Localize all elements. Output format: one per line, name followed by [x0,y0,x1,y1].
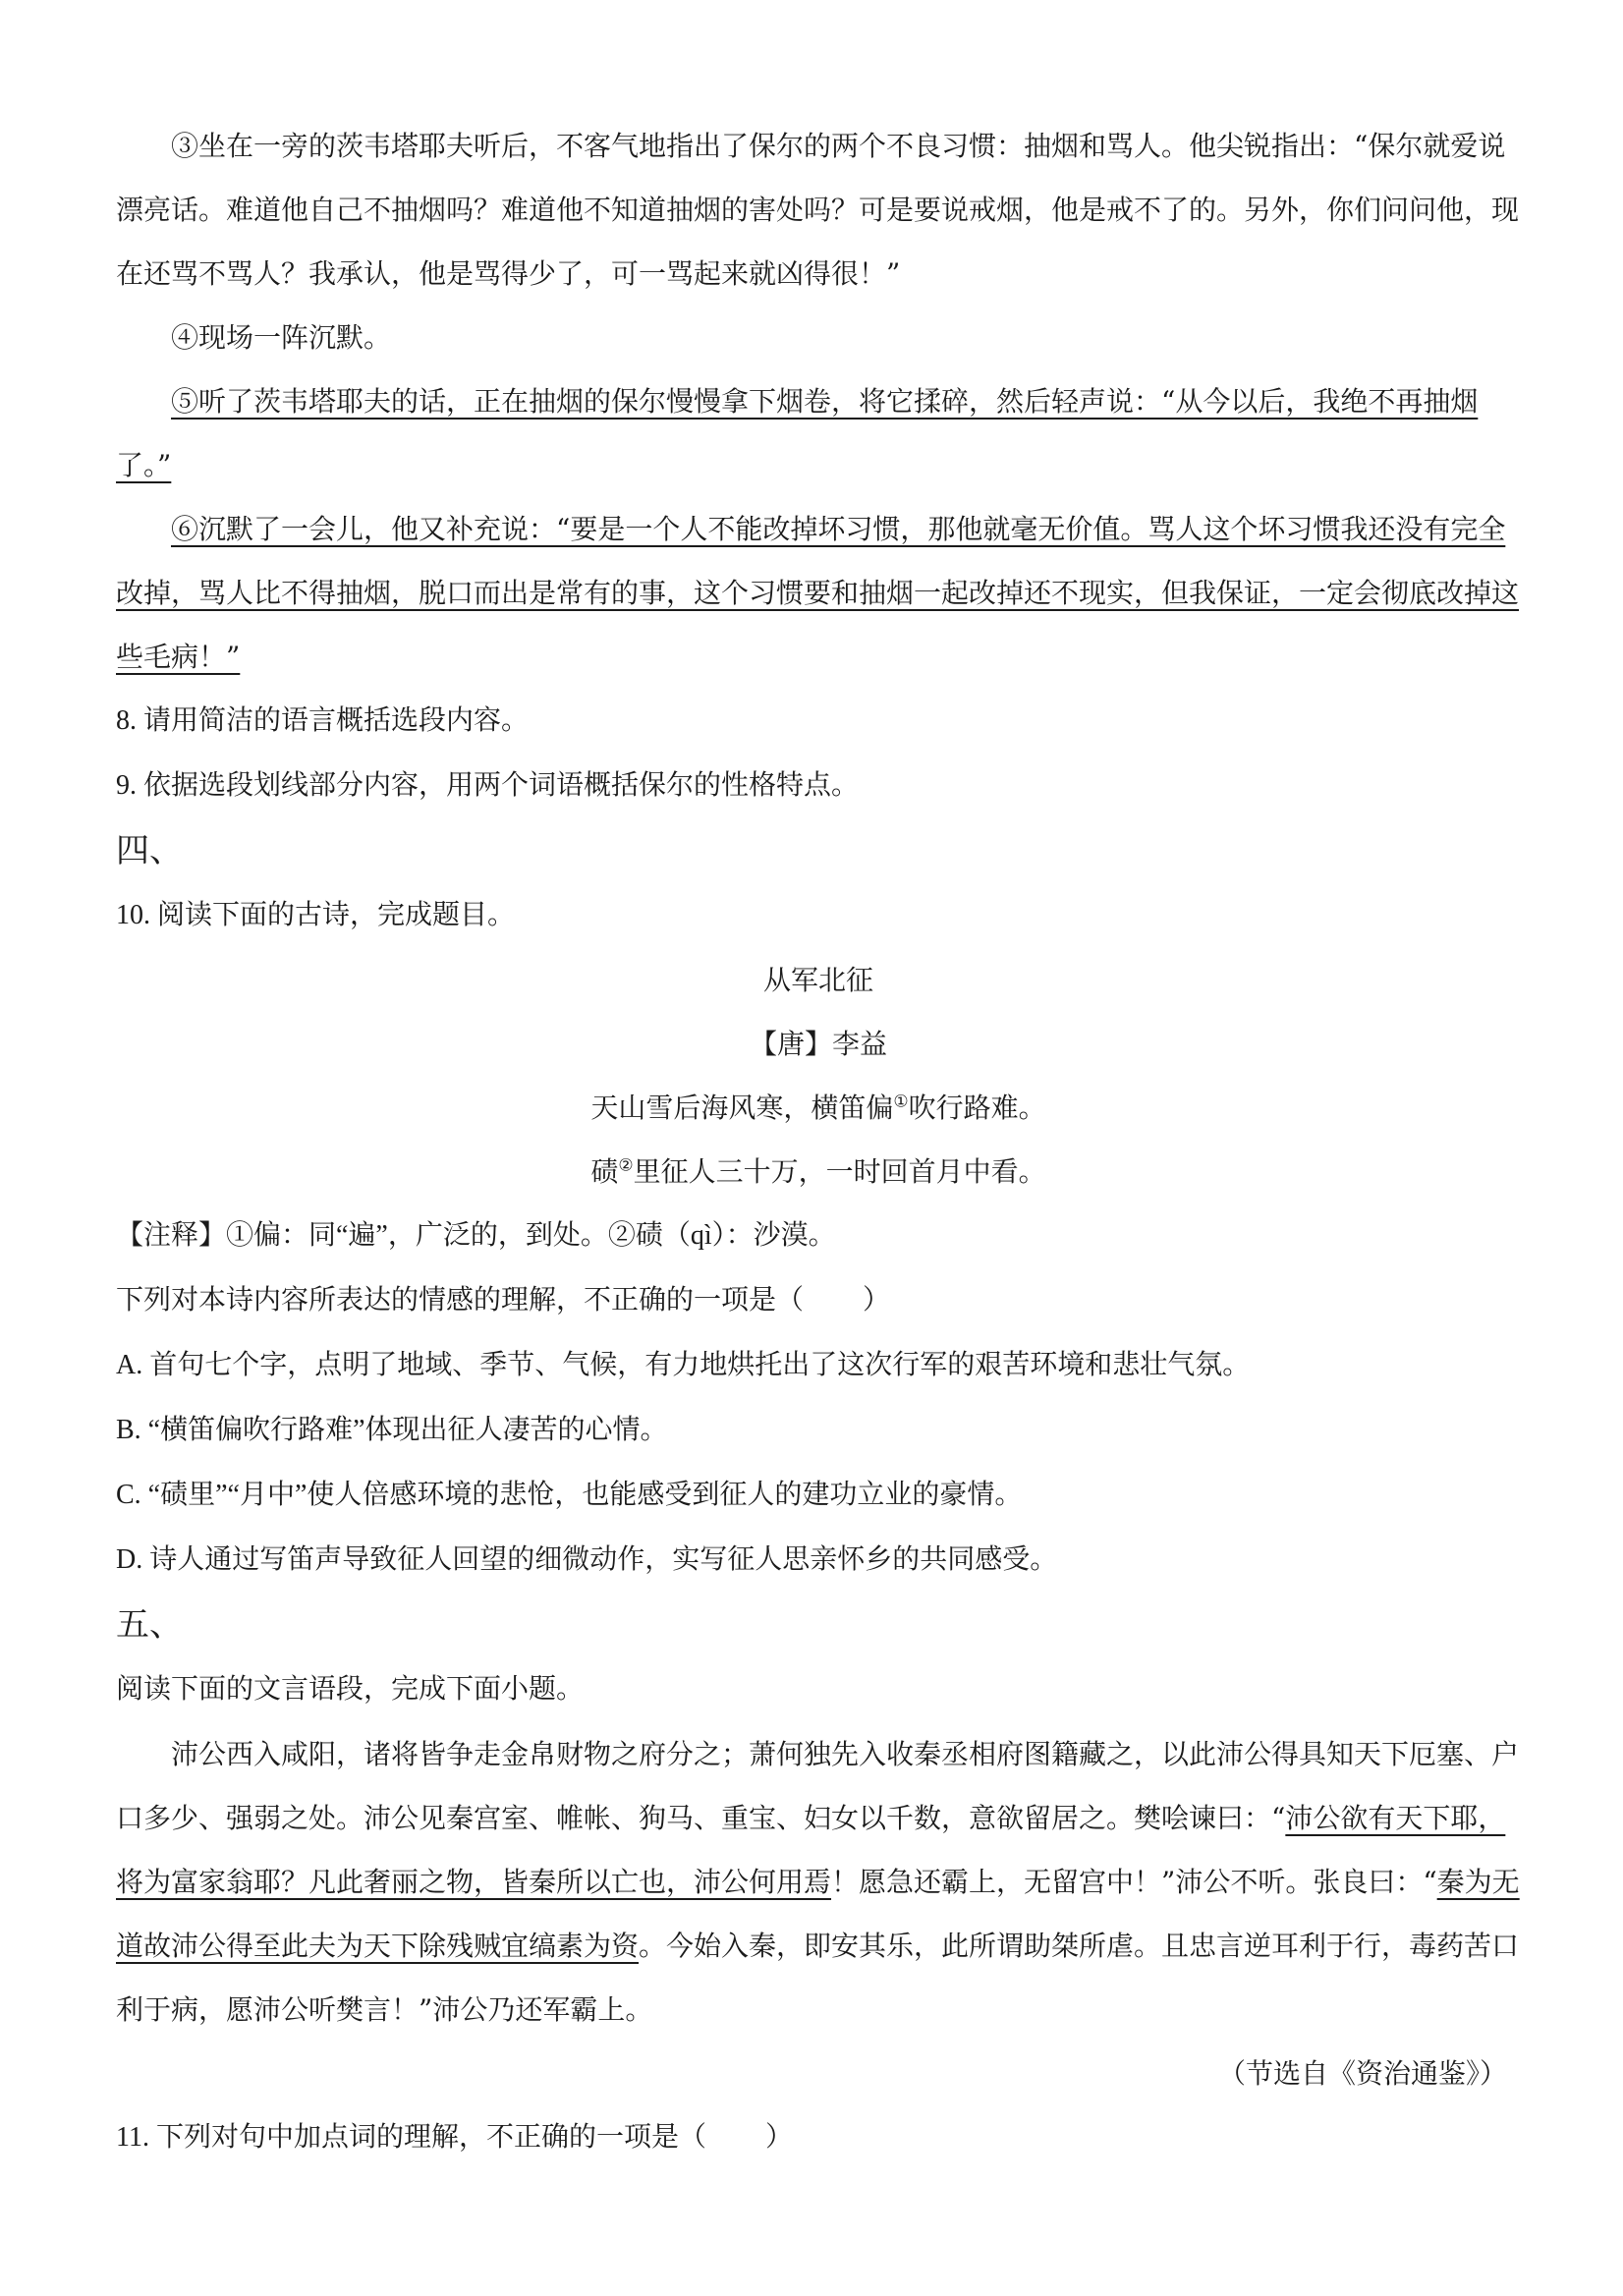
question-10: 10. 阅读下面的古诗，完成题目。 [116,900,516,930]
passage-paragraph-4: ④现场一阵沉默。 [171,321,392,354]
option-a: A. 首句七个字，点明了地域、季节、气候，有力地烘托出了这次行军的艰苦环境和悲壮气氛。 [116,1350,1251,1380]
option-d: D. 诗人通过写笛声导致征人回望的细微动作，实写征人思亲怀乡的共同感受。 [116,1544,1058,1575]
footnote-marker: ① [893,1092,909,1112]
passage-paragraph-5 [116,369,1521,497]
section-heading-5: 五、 [116,1605,183,1645]
classical-text-intro: 阅读下面的文言语段，完成下面小题。 [116,1674,585,1705]
question-10-prompt: 下列对本诗内容所表达的情感的理解，不正确的一项是（ ） [116,1285,891,1316]
poem-title: 从军北征 [762,964,873,996]
text-source: （节选自《资治通鉴》） [1217,2057,1507,2090]
poem-line-1: 天山雪后海风寒，横笛偏①吹行路难。 [590,1092,1046,1124]
option-b: B. “横笛偏吹行路难”体现出征人凄苦的心情。 [116,1415,668,1445]
footnote-marker: ② [618,1155,634,1176]
poem-author: 【唐】李益 [749,1028,887,1060]
question-8: 8. 请用简洁的语言概括选段内容。 [116,705,530,736]
classical-text: 沛公西入咸阳，诸将皆争走金帛财物之府分之；萧何独先入收秦丞相府图籍藏之，以此沛公得具知天下厄塞、户口多少、强弱之处。沛公见秦宫室、帷帐、狗马、重宝、妇女以千数，意欲留居之。樊哙谏曰：“沛公欲有天下耶，将为富家翁耶？凡此奢丽之物，皆秦所以亡也，沛公何用焉！愿急还霸上，无留宫中！”沛公不听。张良曰：“秦为无道故沛公得至此夫为天下除残贼宜缟素为资。今始入秦，即安其乐，此所谓助桀所虐。且忠言逆耳利于行，毒药苦口利于病，愿沛公听樊言！”沛公乃还军霸上。 [116,1738,1520,2026]
question-11: 11. 下列对句中加点词的理解，不正确的一项是（ ） [116,2122,793,2153]
poem-line-2: 碛②里征人三十万，一时回首月中看。 [590,1155,1046,1188]
option-c: C. “碛里”“月中”使人倍感环境的悲怆，也能感受到征人的建功立业的豪情。 [116,1480,1023,1510]
poem-annotation: 【注释】①偏：同“遍”，广泛的，到处。②碛（qì）：沙漠。 [116,1220,836,1251]
section-heading-4: 四、 [116,831,183,870]
passage-paragraph-3: ③坐在一旁的茨韦塔耶夫听后，不客气地指出了保尔的两个不良习惯：抽烟和骂人。他尖锐指出：“保尔就爱说漂亮话。难道他自己不抽烟吗？难道他不知道抽烟的害处吗？可是要说戒烟，他是戒不了的。另外，你们问问他，现在还骂不骂人？我承认，他是骂得少了，可一骂起来就凶得很！” [116,130,1520,290]
passage-paragraph-6 [116,497,1521,689]
question-9: 9. 依据选段划线部分内容，用两个词语概括保尔的性格特点。 [116,770,860,801]
underlined-text: ⑤听了茨韦塔耶夫的话，正在抽烟的保尔慢慢拿下烟卷，将它揉碎，然后轻声说：“从今以后，我绝不再抽烟了。” [116,385,1479,481]
underlined-text: ⑥沉默了一会儿，他又补充说：“要是一个人不能改掉坏习惯，那他就毫无价值。骂人这个坏习惯我还没有完全改掉，骂人比不得抽烟，脱口而出是常有的事，这个习惯要和抽烟一起改掉还不现实，但我保证，一定会彻底改掉这些毛病！” [116,513,1520,673]
underlined-sentence: 沛公欲有天下耶，将为富家翁耶？凡此奢丽之物，皆秦所以亡也，沛公何用焉 [116,1802,1506,1898]
underlined-sentence: 秦为无道故沛公得至此夫为天下除残贼宜缟素为资 [116,1866,1520,1962]
document-page [116,116,1521,2170]
